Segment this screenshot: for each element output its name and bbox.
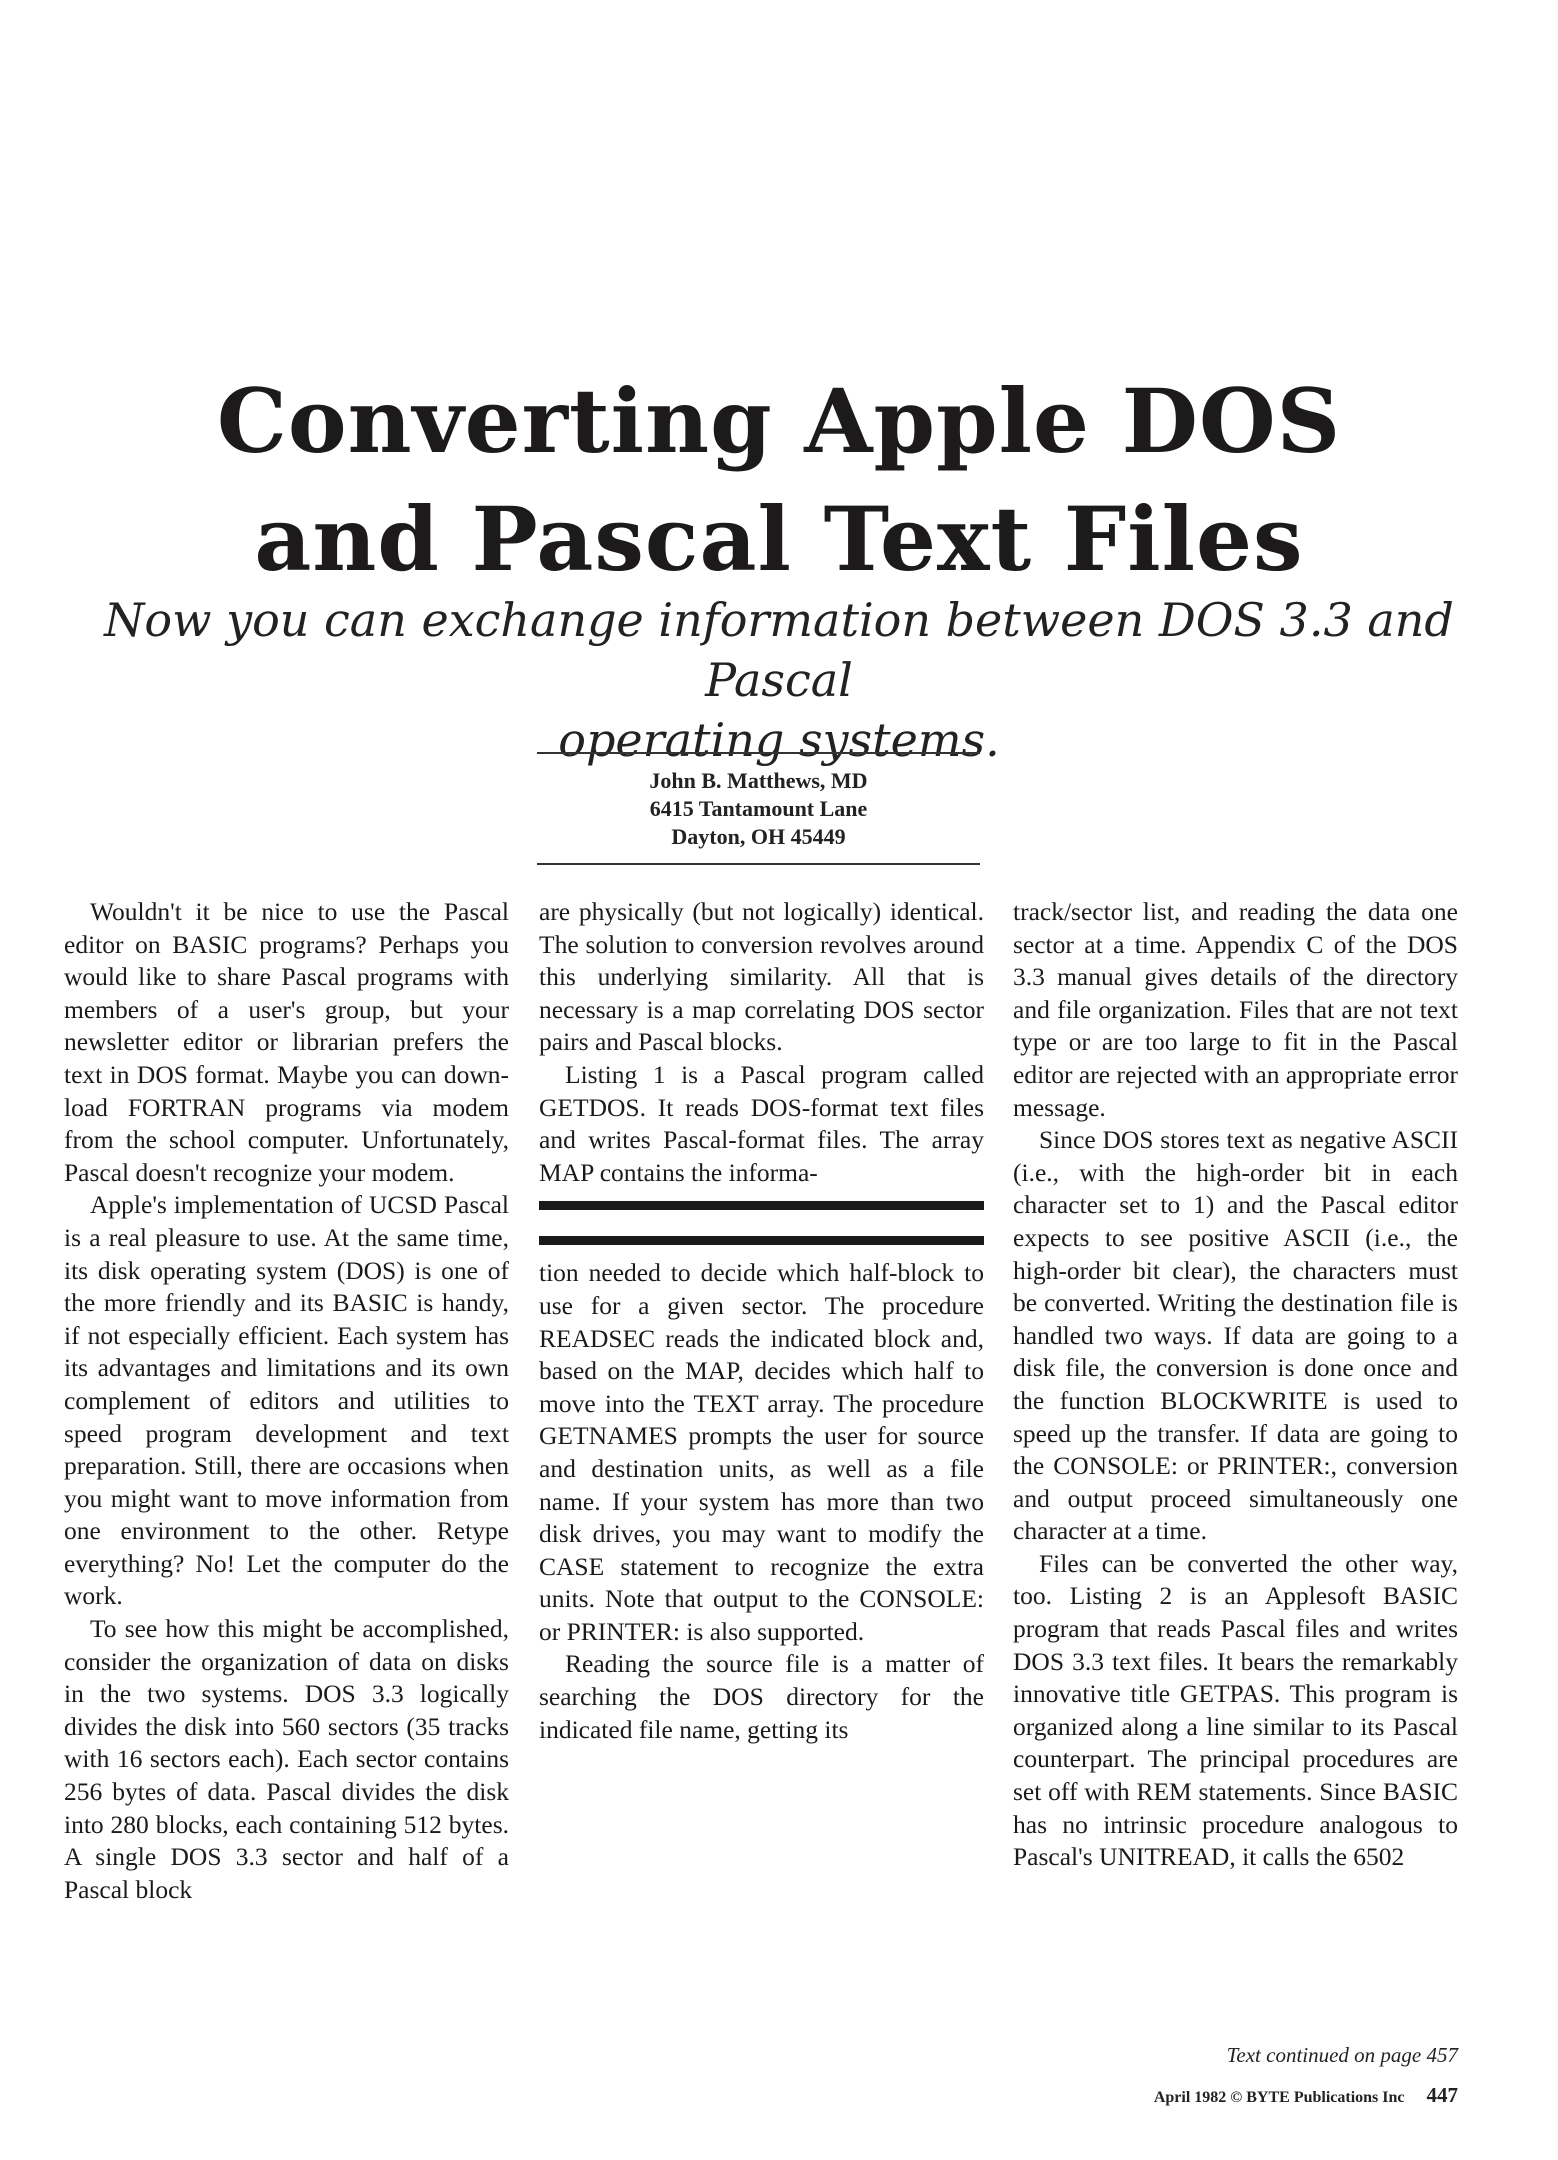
body-column-1 [64,896,509,1906]
author-name: John B. Matthews, MD [649,768,868,793]
author-byline [537,752,980,865]
body-paragraph: track/sector list, and reading the data one sector at a time. Appendix C of the DOS 3.3 manual gives details of the directory and file organization. Files that are not text type or are too large to fit in the Pascal editor are rejected with an appropriate error message. [1013,897,1458,1122]
body-paragraph: Reading the source file is a matter of searching the DOS directory for the indicated file name, getting its [539,1649,984,1744]
body-paragraph: are physically (but not logically) identical. The solution to conversion revolves around this underlying similarity. All that is necessary is a map correlating DOS sector pairs and Pascal blocks. [539,897,984,1057]
body-paragraph: Wouldn't it be nice to use the Pascal editor on BASIC programs? Perhaps you would like to share Pascal programs with members of a user's group, but your newsletter editor or librarian prefers the text in DOS format. Maybe you can download FORTRAN programs via modem from the school computer. Unfortunately, Pascal doesn't recognize your modem. [64,897,509,1187]
page-number: 447 [1426,2083,1458,2107]
body-column-3 [1013,896,1458,1874]
body-paragraph: Since DOS stores text as negative ASCII (i.e., with the high-order bit in each character set to 1) and the Pascal editor expects to see positive ASCII (i.e., the high-order bit clear), the characters must be converted. Writing the destination file is handled two ways. If data are going to a disk file, the conversion is done once and the function BLOCKWRITE is used to speed up the transfer. If data are going to the CONSOLE: or PRINTER:, conversion and output proceed simultaneously one character at a time. [1013,1125,1458,1546]
page-footer [1000,2083,1458,2108]
deck-line-2: operating systems. [558,713,1000,767]
body-paragraph: Listing 1 is a Pascal program called GETDOS. It reads DOS-format text files and writes Pascal-format files. The array MAP contains the informa- [539,1059,984,1187]
article-title [0,362,1558,598]
author-address-city: Dayton, OH 45449 [671,824,846,849]
body-paragraph: tion needed to decide which half-block to use for a given sector. The procedure READSEC reads the indicated block and, based on the MAP, decides which half to move into the TEXT array. The procedure GETNAMES prompts the user for source and destination units, as well as a file name. If your system has more than two disk drives, you may want to modify the CASE statement to recognize the extra units. Note that output to the CONSOLE: or PRINTER: is also supported. [539,1258,984,1646]
author-address-street: 6415 Tantamount Lane [649,796,868,821]
title-line-2: and Pascal Text Files [254,487,1304,591]
body-column-2 [539,896,984,1746]
body-paragraph: Apple's implementation of UCSD Pascal is a real pleasure to use. At the same time, its disk operating system (DOS) is one of the more friendly and its BASIC is handy, if not especially efficient. Each system has its advantages and limitations and its own complement of editors and utilities to speed program development and text preparation. Still, there are occasions when you might want to move information from one environment to the other. Retype everything? No! Let the computer do the work. [64,1190,509,1611]
continued-note: Text continued on page 457 [1226,2043,1458,2067]
deck-line-1: Now you can exchange information between DOS 3.3 and Pascal [104,593,1454,707]
title-line-1: Converting Apple DOS [216,369,1342,473]
footer-issue-credit: April 1982 © BYTE Publications Inc [1153,2089,1405,2106]
pull-quote [539,1201,984,1245]
body-paragraph: Files can be converted the other way, too. Listing 2 is an Applesoft BASIC program that reads Pascal files and writes DOS 3.3 text files. It bears the remarkably innovative title GETPAS. This program is organized along a line similar to its Pascal counterpart. The principal procedures are set off with REM statements. Since BASIC has no intrinsic procedure analogous to Pascal's UNITREAD, it calls the 6502 [1013,1548,1458,1872]
article-deck [40,590,1518,770]
body-paragraph: To see how this might be accomplished, consider the organization of data on disks in the two systems. DOS 3.3 logically divides the disk into 560 sectors (35 tracks with 16 sectors each). Each sector contains 256 bytes of data. Pascal divides the disk into 280 blocks, each containing 512 bytes. A single DOS 3.3 sector and half of a Pascal block [64,1614,509,1904]
